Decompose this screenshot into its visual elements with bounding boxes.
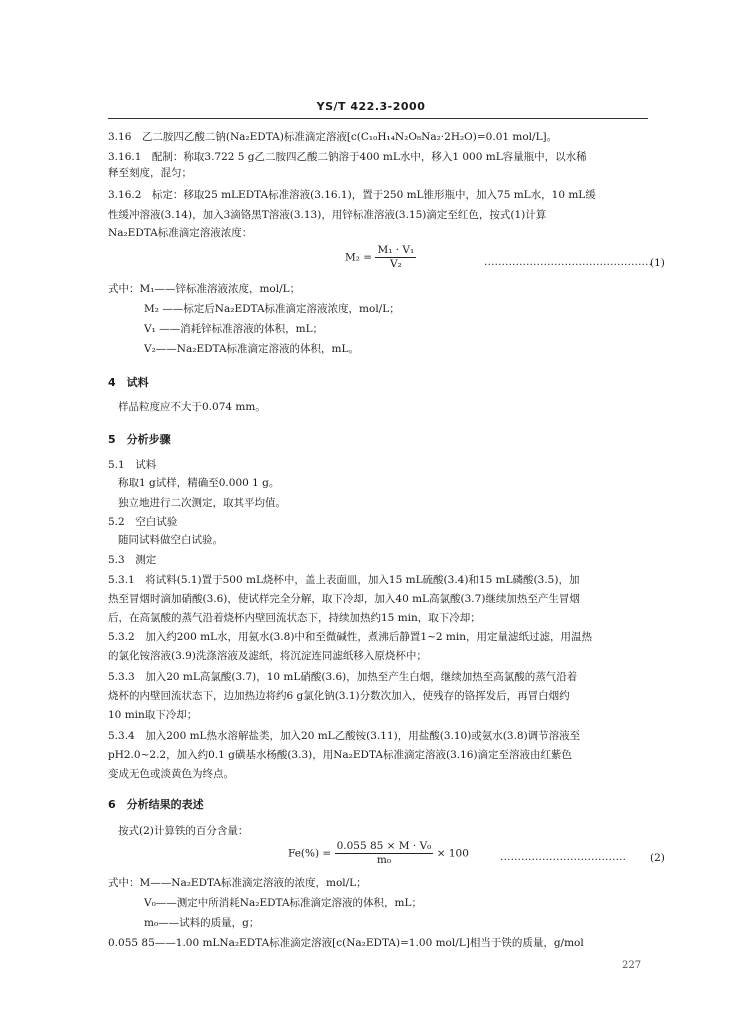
formula-1-numerator: M₁ · V₁ [377, 244, 415, 256]
clause-3-16-2: 3.16.2 标定：移取25 mLEDTA标准溶液(3.16.1)，置于250 mL锥形瓶中，加入75 mL水，10 mL缓 [108, 189, 596, 201]
page-number: 227 [622, 960, 642, 971]
formula-2 [288, 840, 469, 867]
formula-2-denominator: m₀ [376, 854, 392, 866]
clause-5-3-3-l2: 烧杯的内壁回流状态下，边加热边将约6 g氯化钠(3.1)分数次加入，使残存的铬挥发后，再冒白烟约 [108, 690, 570, 702]
formula-1-fraction [375, 244, 416, 271]
section-6-heading: 6 分析结果的表述 [108, 798, 204, 811]
clause-5-3: 5.3 测定 [108, 554, 157, 566]
where2-line2: V₀——测定中所消耗Na₂EDTA标准滴定溶液的体积，mL； [144, 897, 422, 909]
clause-3-16: 3.16 乙二胺四乙酸二钠(Na₂EDTA)标准滴定溶液[c(C₁₀H₁₄N₂O₈Na₂·2H₂O)=0.01 mol/L]。 [108, 131, 558, 143]
clause-5-3-1-l3: 后，在高氯酸的蒸气沿着烧杯内壁回流状态下，持续加热约15 min，取下冷却； [108, 612, 481, 624]
where2-line4: 0.055 85——1.00 mLNa₂EDTA标准滴定溶液[c(Na₂EDTA)=1.00 mol/L]相当于铁的质量，g/mol [108, 937, 584, 949]
clause-3-16-1: 3.16.1 配制：称取3.722 5 g乙二胺四乙酸二钠溶于400 mL水中，移入1 000 mL容量瓶中，以水稀 [108, 151, 587, 163]
clause-5-2-a: 随同试料做空白试验。 [118, 534, 223, 546]
clause-5-3-3-l1: 5.3.3 加入20 mL高氯酸(3.7)，10 mL硝酸(3.6)，加热至产生白烟，继续加热至高氯酸的蒸气沿着 [108, 671, 578, 683]
clause-5-3-2-l2: 的氯化铵溶液(3.9)洗涤溶液及滤纸，将沉淀连同滤纸移入原烧杯中； [108, 650, 427, 662]
formula-1-leader: ………………………………………… [484, 256, 652, 268]
header-rule [108, 118, 648, 119]
where2-line1: 式中：M——Na₂EDTA标准滴定溶液的浓度，mol/L； [108, 877, 367, 889]
clause-5-1-a: 称取1 g试样，精确至0.000 1 g。 [118, 477, 280, 489]
formula-2-tail: × 100 [436, 847, 469, 860]
formula-1-denominator: V₂ [389, 258, 402, 270]
clause-3-16-1-cont: 释至刻度，混匀； [108, 167, 192, 179]
where1-line4: V₂——Na₂EDTA标准滴定溶液的体积，mL。 [144, 343, 359, 355]
clause-5-3-4-l2: pH2.0~2.2，加入约0.1 g磺基水杨酸(3.3)，用Na₂EDTA标准滴定溶液(3.16)滴定至溶液由红紫色 [108, 749, 573, 761]
where2-line3: m₀——试料的质量，g； [144, 917, 260, 929]
formula-2-numerator: 0.055 85 × M · V₀ [336, 840, 432, 852]
clause-5-3-2-l1: 5.3.2 加入约200 mL水，用氨水(3.8)中和至微碱性，煮沸后静置1~2 min，用定量滤纸过滤，用温热 [108, 631, 592, 643]
formula-2-fraction [335, 840, 434, 867]
formula-1 [345, 244, 416, 271]
where1-line3: V₁ ——消耗锌标准溶液的体积，mL； [144, 323, 324, 335]
clause-5-3-1-l2: 热至冒烟时滴加硝酸(3.6)，使试样完全分解，取下冷却，加入40 mL高氯酸(3.7)继续加热至产生冒烟 [108, 593, 580, 605]
formula-2-number: (2) [650, 852, 665, 864]
clause-5-3-1-l1: 5.3.1 将试料(5.1)置于500 mL烧杯中，盖上表面皿，加入15 mL硫酸(3.4)和15 mL磷酸(3.5)，加 [108, 574, 580, 586]
clause-5-1-b: 独立地进行二次测定，取其平均值。 [118, 497, 286, 509]
where1-line1: 式中：M₁——锌标准溶液浓度，mol/L； [108, 283, 301, 295]
section-4-body: 样品粒度应不大于0.074 mm。 [118, 401, 266, 413]
formula-1-number: (1) [650, 257, 665, 269]
formula-1-lhs: M₂ = [345, 251, 373, 264]
clause-5-1: 5.1 试料 [108, 459, 157, 471]
section-6-intro: 按式(2)计算铁的百分含量： [118, 825, 249, 837]
clause-5-2: 5.2 空白试验 [108, 516, 178, 528]
clause-5-3-3-l3: 10 min取下冷却； [108, 709, 198, 721]
clause-3-16-2-cont2: Na₂EDTA标准滴定溶液浓度： [108, 227, 253, 239]
clause-3-16-2-cont1: 性缓冲溶液(3.14)，加入3滴铬黑T溶液(3.13)，用锌标准溶液(3.15)滴定至红色，按式(1)计算 [108, 209, 547, 221]
clause-5-3-4-l3: 变成无色或淡黄色为终点。 [108, 768, 234, 780]
section-5-heading: 5 分析步骤 [108, 433, 171, 446]
section-4-heading: 4 试料 [108, 376, 149, 389]
clause-5-3-4-l1: 5.3.4 加入200 mL热水溶解盐类，加入20 mL乙酸铵(3.11)，用盐酸(3.10)或氨水(3.8)调节溶液至 [108, 730, 581, 742]
page-header-title: YS/T 422.3-2000 [316, 100, 426, 113]
where1-line2: M₂ ——标定后Na₂EDTA标准滴定溶液浓度，mol/L； [144, 303, 400, 315]
formula-2-lhs: Fe(%) = [288, 847, 332, 860]
formula-2-leader: ……………………………… [500, 851, 626, 863]
